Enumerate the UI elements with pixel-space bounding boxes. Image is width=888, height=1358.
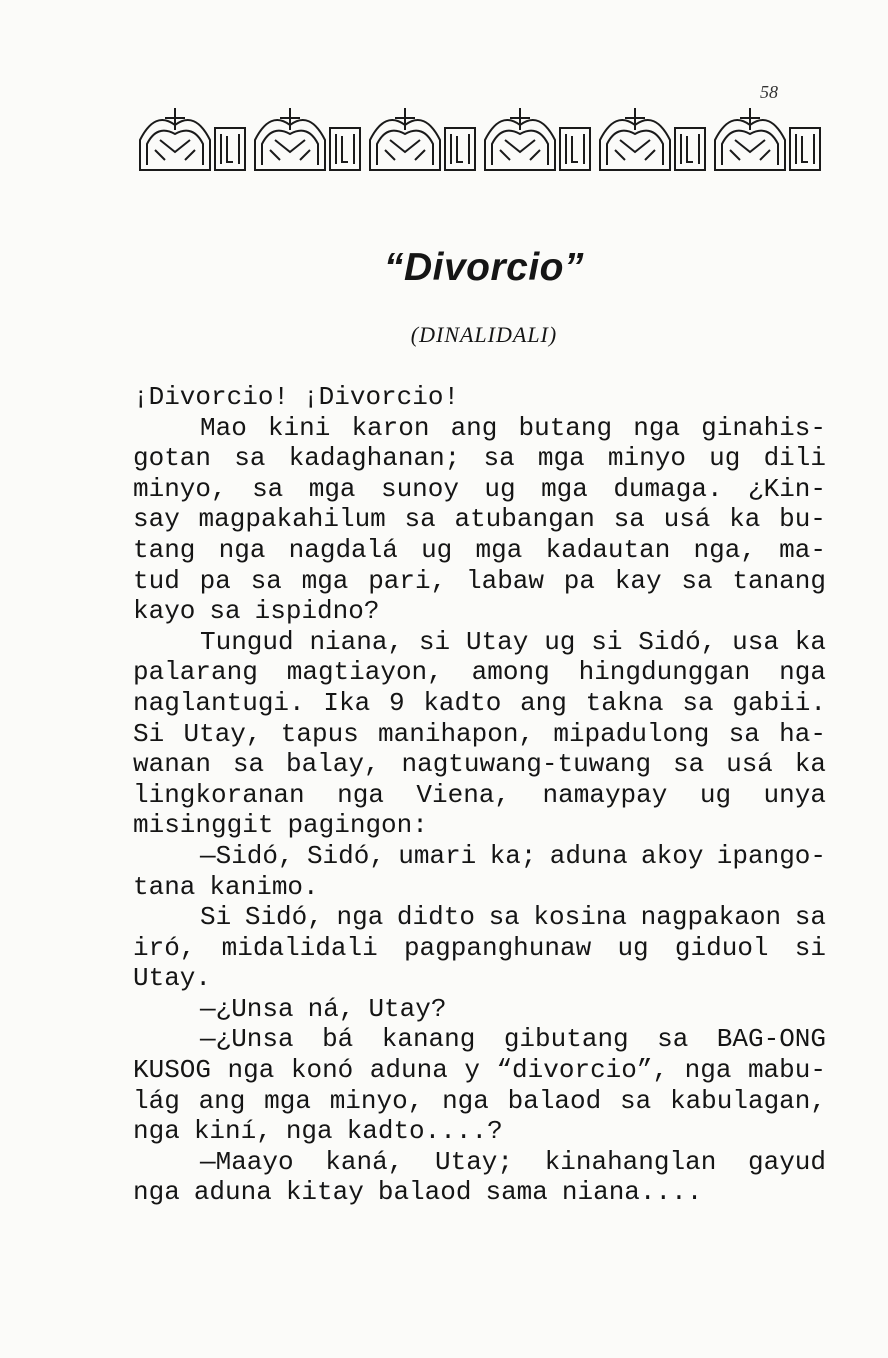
- text-line: —¿Unsa ná, Utay?: [200, 993, 447, 1024]
- text-line: naglantugi. Ika 9 kadto ang takna sa gabii.: [133, 687, 826, 718]
- text-line: nga aduna kitay balaod sama niana....: [133, 1177, 703, 1208]
- text-line: minyo, sa mga sunoy ug mga dumaga. ¿Kin-: [133, 473, 826, 504]
- text-line: tud pa sa mga pari, labaw pa kay sa tanang: [133, 565, 826, 596]
- text-line: lág ang mga minyo, nga balaod sa kabulagan,: [133, 1085, 826, 1116]
- text-line: KUSOG nga konó aduna y “divorcio”, nga mabu-: [133, 1055, 826, 1086]
- text-line: say magpakahilum sa atubangan sa usá ka bu-: [133, 504, 826, 535]
- page-number: 58: [760, 82, 778, 102]
- text-line: lingkoranan nga Viena, namaypay ug unya: [133, 779, 826, 810]
- decorative-border-ornament: [135, 100, 825, 180]
- text-line: misinggit pagingon:: [133, 810, 428, 841]
- body-text: [133, 382, 826, 1208]
- page-subtitle: (DINALIDALI): [410, 322, 558, 347]
- text-line: tana kanimo.: [133, 871, 319, 902]
- page-title: “Divorcio”: [383, 246, 585, 289]
- text-line: —Sidó, Sidó, umari ka; aduna akoy ipango-: [200, 840, 826, 871]
- text-line: Mao kini karon ang butang nga ginahis-: [200, 412, 826, 443]
- text-line: tang nga nagdalá ug mga kadautan nga, ma-: [133, 534, 826, 565]
- text-line: —Maayo kaná, Utay; kinahanglan gayud: [200, 1146, 826, 1177]
- text-line: kayo sa ispidno?: [133, 596, 380, 627]
- text-line: nga kiní, nga kadto....?: [133, 1116, 503, 1147]
- text-line: Si Sidó, nga didto sa kosina nagpakaon sa: [200, 902, 826, 933]
- text-line: Utay.: [133, 963, 212, 994]
- text-line: Si Utay, tapus manihapon, mipadulong sa ha-: [133, 718, 826, 749]
- text-line: wanan sa balay, nagtuwang-tuwang sa usá ka: [133, 749, 826, 780]
- text-line: iró, midalidali pagpanghunaw ug giduol si: [133, 932, 826, 963]
- text-line: —¿Unsa bá kanang gibutang sa BAG-ONG: [200, 1024, 826, 1055]
- text-line: palarang magtiayon, among hingdunggan nga: [133, 657, 826, 688]
- text-line: ¡Divorcio! ¡Divorcio!: [133, 382, 460, 412]
- text-line: Tungud niana, si Utay ug si Sidó, usa ka: [200, 626, 826, 657]
- text-line: gotan sa kadaghanan; sa mga minyo ug dili: [133, 443, 826, 474]
